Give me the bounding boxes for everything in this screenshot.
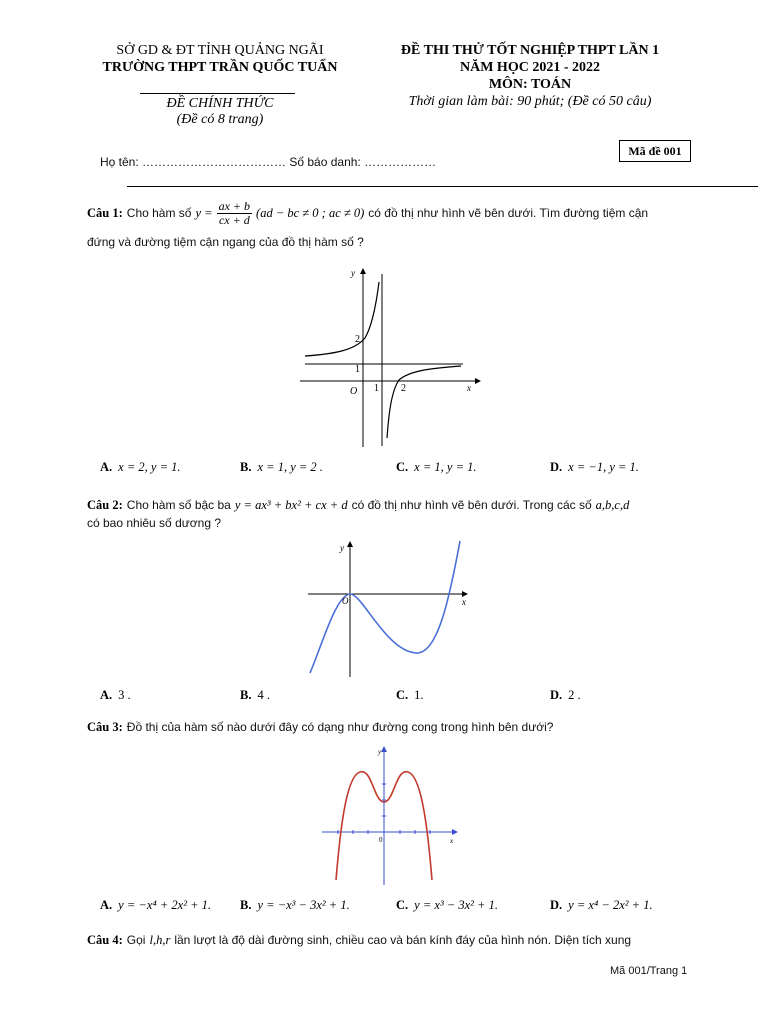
- q1-option-a[interactable]: A. x = 2, y = 1.: [100, 460, 181, 474]
- q1-option-c[interactable]: C. x = 1, y = 1.: [396, 460, 477, 474]
- q3-option-c[interactable]: C. y = x³ − 3x² + 1.: [396, 898, 498, 912]
- q2-option-c[interactable]: C. 1.: [396, 688, 424, 702]
- time-note: Thời gian làm bài: 90 phút; (Đề có 50 câu): [408, 94, 652, 109]
- q1-left-branch: [305, 282, 379, 356]
- page-count: (Đề có 8 trang): [176, 112, 264, 127]
- school-name: TRƯỜNG THPT TRẦN QUỐC TUẤN: [102, 60, 338, 75]
- subject: MÔN: TOÁN: [488, 77, 572, 92]
- q3-x-label: x: [450, 837, 454, 845]
- q2-x-label: x: [462, 597, 466, 607]
- q1-tick-y1: 1: [355, 364, 360, 375]
- q3-y-label: y: [378, 748, 382, 756]
- q1-y-arrow: [360, 268, 366, 274]
- q1-option-d[interactable]: D. x = −1, y = 1.: [550, 460, 639, 474]
- header-rule: [140, 93, 295, 94]
- q2-curve: [310, 541, 460, 673]
- q3-option-a[interactable]: A. y = −x⁴ + 2x² + 1.: [100, 898, 212, 912]
- q3-option-d[interactable]: D. y = x⁴ − 2x² + 1.: [550, 898, 653, 912]
- q3-option-b[interactable]: B. y = −x³ − 3x² + 1.: [240, 898, 350, 912]
- student-info-line: Họ tên: ……………………………… Số báo danh: ………………: [100, 155, 437, 169]
- q1-origin-label: O: [350, 386, 358, 397]
- q1-x-arrow: [475, 378, 481, 384]
- q2-origin-label: O: [342, 596, 349, 606]
- q1-label: Câu 1:: [87, 206, 123, 221]
- q1-x-label: x: [467, 383, 471, 393]
- q2-y-label: y: [340, 543, 344, 553]
- school-year: NĂM HỌC 2021 - 2022: [460, 60, 600, 75]
- q1-fraction: $\frac{ax + b}{cx + d}$: [218, 199, 251, 227]
- official-label: ĐỀ CHÍNH THỨC: [166, 96, 274, 111]
- q2-option-d[interactable]: D. 2 .: [550, 688, 581, 702]
- q2-statement: Câu 2: Cho hàm số bậc ba y = ax³ + bx² + cx + d có đồ thị như hình vẽ bên dưới. Trong các số a,b,c,d: [87, 498, 630, 512]
- exam-title: ĐỀ THI THỬ TỐT NGHIỆP THPT LẦN 1: [400, 43, 660, 58]
- q1-statement: Câu 1: Cho hàm số y = $\frac{ax + b}{cx + d}$ (ad − bc ≠ 0 ; ac ≠ 0) có đồ thị như hình vẽ bên dưới. Tìm đường tiệm cận: [87, 199, 649, 227]
- q2-option-b[interactable]: B. 4 .: [240, 688, 270, 702]
- q3-quartic-graph: [318, 742, 463, 887]
- q3-origin-label: 0: [379, 836, 383, 844]
- q2-statement-cont: có bao nhiêu số dương ?: [87, 516, 221, 530]
- q1-y-label: y: [351, 268, 355, 278]
- q2-option-a[interactable]: A. 3 .: [100, 688, 131, 702]
- q2-label: Câu 2:: [87, 498, 123, 512]
- q1-right-branch: [387, 366, 461, 438]
- department-name: SỞ GD & ĐT TỈNH QUẢNG NGÃI: [116, 43, 324, 58]
- q1-tick-y2: 2: [355, 334, 360, 345]
- q4-statement: Câu 4: Gọi l,h,r lần lượt là độ dài đường sinh, chiều cao và bán kính đáy của hình nón. Diện tích xung: [87, 933, 632, 947]
- q1-statement-cont: đứng và đường tiệm cận ngang của đồ thị hàm số ?: [87, 235, 364, 249]
- q3-statement: Câu 3: Đồ thị của hàm số nào dưới đây có dạng như đường cong trong hình bên dưới?: [87, 720, 554, 734]
- q2-cubic-graph: [300, 535, 475, 680]
- q3-x-arrow: [452, 829, 458, 835]
- separator-line: [127, 186, 758, 187]
- q3-label: Câu 3:: [87, 720, 123, 734]
- q2-y-arrow: [347, 541, 353, 547]
- q1-hyperbola-graph: [295, 260, 485, 450]
- page-footer: Mã 001/Trang 1: [610, 965, 688, 977]
- q3-y-arrow: [381, 746, 387, 752]
- q4-label: Câu 4:: [87, 933, 123, 947]
- exam-code-box: Mã đề 001: [619, 140, 691, 162]
- q1-option-b[interactable]: B. x = 1, y = 2 .: [240, 460, 323, 474]
- q1-tick-x2: 2: [401, 383, 406, 394]
- q1-tick-x1: 1: [374, 383, 379, 394]
